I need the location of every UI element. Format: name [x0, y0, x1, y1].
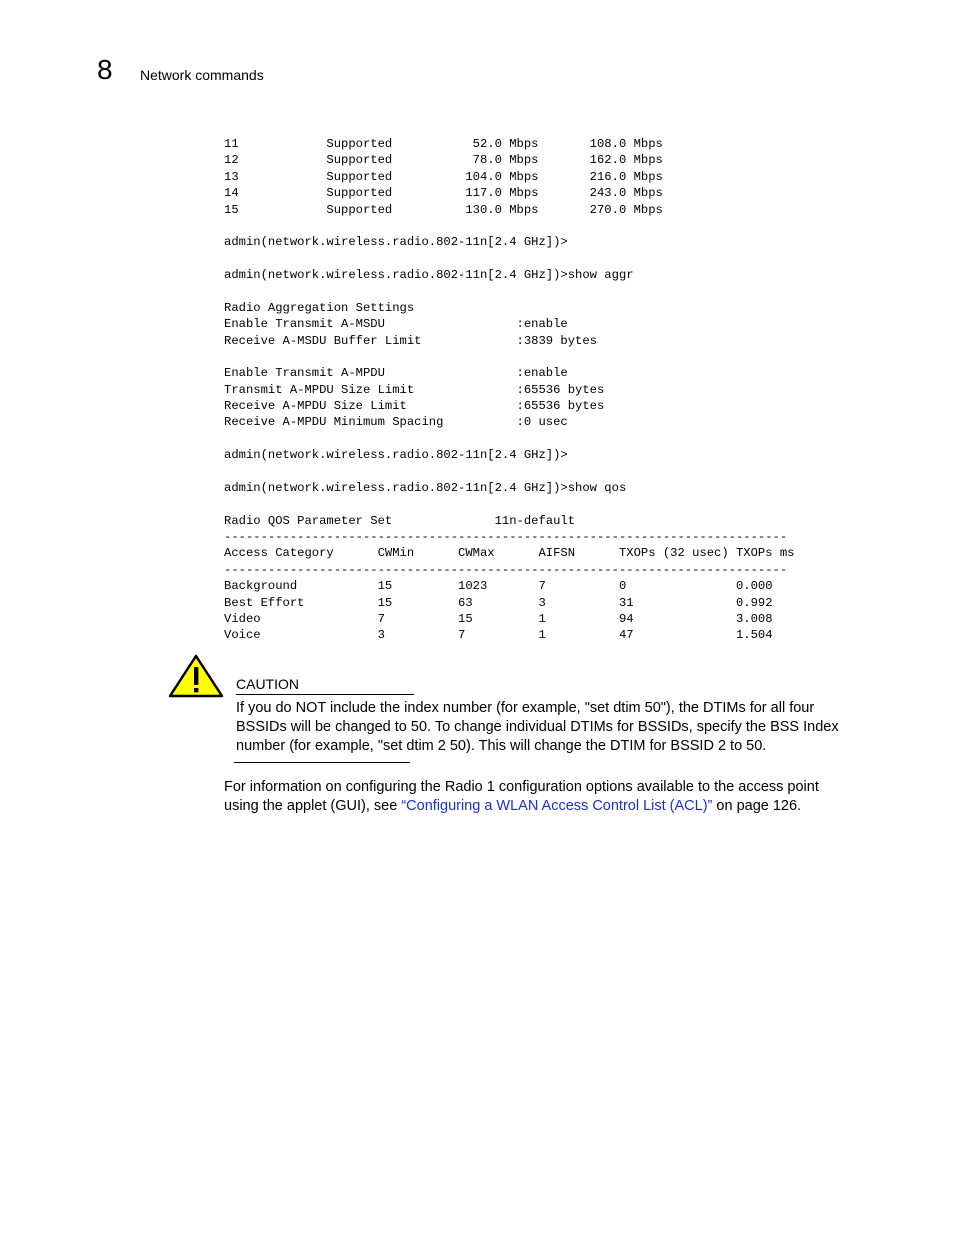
caution-label: CAUTION [236, 676, 299, 692]
terminal-line: Enable Transmit A-MPDU :enable [224, 366, 568, 381]
section-title: Network commands [140, 67, 264, 83]
terminal-line: Enable Transmit A-MSDU :enable [224, 317, 568, 332]
terminal-line: admin(network.wireless.radio.802-11n[2.4 GHz])>show aggr [224, 268, 634, 282]
terminal-line: Background 15 1023 7 0 0.000 [224, 579, 773, 594]
terminal-line: Receive A-MPDU Minimum Spacing :0 usec [224, 415, 568, 430]
acl-link[interactable]: “Configuring a WLAN Access Control List (ACL)” [401, 798, 713, 814]
warning-triangle-icon [168, 654, 224, 698]
terminal-line: Radio QOS Parameter Set 11n-default [224, 513, 576, 528]
info-text-after: on page 126. [712, 798, 802, 814]
terminal-line: ----------------------------------------------------------------------------- [224, 530, 788, 544]
info-text-before: For information on configuring the Radio 1 configuration options available to the access point using the applet (GUI), see [224, 779, 819, 814]
info-paragraph [224, 778, 844, 816]
terminal-line: 12 Supported 78.0 Mbps 162.0 Mbps [224, 153, 663, 168]
caution-top-rule [236, 694, 414, 695]
terminal-line: admin(network.wireless.radio.802-11n[2.4 GHz])> [224, 235, 568, 250]
terminal-line: Receive A-MPDU Size Limit :65536 bytes [224, 399, 605, 413]
terminal-line: Radio Aggregation Settings [224, 300, 415, 315]
terminal-line: 14 Supported 117.0 Mbps 243.0 Mbps [224, 186, 663, 201]
caution-body: If you do NOT include the index number (for example, "set dtim 50"), the DTIMs for all four BSSIDs will be changed to 50. To change individual DTIMs for BSSIDs, specify the BSS Index number (for example, "set dtim 2 50). This will change the DTIM for BSSID 2 to 50. [236, 700, 839, 754]
chapter-number: 8 [97, 54, 113, 85]
terminal-line: Receive A-MSDU Buffer Limit :3839 bytes [224, 333, 597, 348]
terminal-line: admin(network.wireless.radio.802-11n[2.4 GHz])>show qos [224, 480, 627, 495]
terminal-line: ----------------------------------------------------------------------------- [224, 562, 788, 577]
terminal-line: Access Category CWMin CWMax AIFSN TXOPs (32 usec) TXOPs ms [224, 546, 795, 561]
terminal-line: Video 7 15 1 94 3.008 [224, 611, 773, 626]
caution-bottom-rule [234, 762, 410, 763]
terminal-line: admin(network.wireless.radio.802-11n[2.4 GHz])> [224, 448, 568, 463]
terminal-line: 15 Supported 130.0 Mbps 270.0 Mbps [224, 202, 663, 217]
terminal-line: Transmit A-MPDU Size Limit :65536 bytes [224, 382, 605, 397]
caution-text [236, 699, 846, 756]
terminal-line: Best Effort 15 63 3 31 0.992 [224, 595, 773, 610]
terminal-output [224, 136, 794, 644]
terminal-line: Voice 3 7 1 47 1.504 [224, 628, 773, 643]
terminal-line: 11 Supported 52.0 Mbps 108.0 Mbps [224, 137, 663, 151]
terminal-line: 13 Supported 104.0 Mbps 216.0 Mbps [224, 169, 663, 184]
